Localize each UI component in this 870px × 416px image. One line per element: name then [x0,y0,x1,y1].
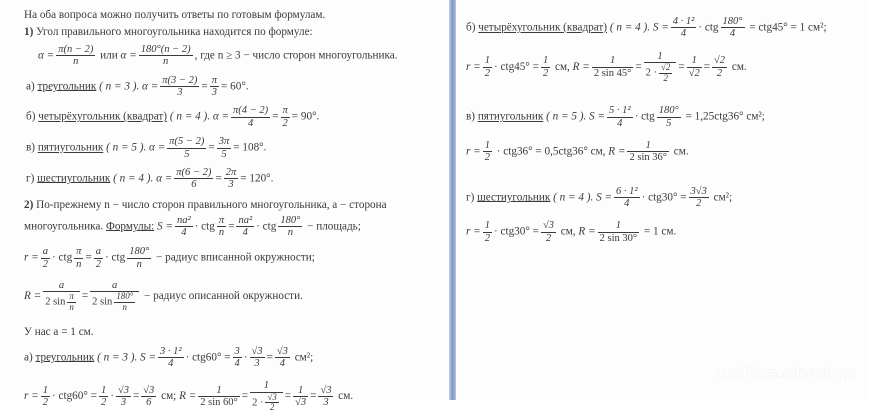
frac-180-n [127,246,151,270]
frac-num: na² [238,214,253,226]
ctg-op-2: · ctg [105,251,126,264]
frac-sqrt3-2 [541,220,556,244]
n-value: ( n = 3 ). [97,351,138,364]
frac-1-2-b [99,385,108,409]
part2-item-b-radii [466,51,862,84]
ctg-op-1: · ctg [51,251,73,264]
ctg-op-1: · ctg [194,220,215,233]
frac-num: 1 [687,55,702,67]
alpha-lhs-2: α = [120,49,137,62]
frac-numerator-expr [160,75,199,99]
equals-3: = [703,60,711,73]
item-marker: г) [26,172,35,185]
given-side-length: У нас a = 1 см. [24,325,94,338]
frac-den: 2 [484,67,490,79]
frac-num: √3 [320,385,332,397]
sin-prefix: 2 sin [92,297,113,309]
R-lhs: R = [578,226,596,238]
frac-num: 1 [293,385,308,397]
polygon-name: треугольник [35,351,95,364]
frac-num: 180° [280,214,301,226]
frac-num: √3 [276,345,288,357]
frac-num: na² [176,214,191,226]
frac-den: 2 [95,258,102,270]
area-label: − площадь; [307,220,361,233]
part1-marker: 1) [24,26,34,38]
frac-den: n [122,302,127,312]
frac-den: 2 sin 30° [599,232,638,244]
polygon-name: четырёхугольник (квадрат) [478,21,608,34]
frac-a-over-2sin-180-n [90,280,139,313]
frac-num: 1 [100,385,107,397]
frac-num: 1 [42,385,48,397]
ctg60-op: · ctg60° = [185,351,231,364]
angle-item-a [24,75,439,99]
angle-item-b [24,105,439,129]
frac-num: 1 [592,55,634,67]
angle-item-v [24,136,439,160]
r-lhs: r = [466,145,481,158]
frac-num: 1 [198,385,240,397]
inner-frac-sqrt3-2 [265,393,278,413]
frac-den: 4 [680,28,687,40]
multiply: · [110,390,114,403]
ctg36-result: · ctg36° = 0,5ctg36° см, [496,145,606,158]
frac-num: √2 [714,55,726,67]
frac-num: π(6 − 2) [176,166,212,178]
S-lhs: S = [140,351,156,364]
ctg45-op: · ctg45° = [493,60,539,73]
frac-1-over-2-times-sqrt3-2 [250,380,283,413]
inradius-label: − радиус вписанной окружности; [156,251,315,264]
frac-den: 5 [666,117,672,129]
equals-1: = [241,390,249,403]
frac-num: 1 [250,380,283,392]
frac-num: 5 · 1² [609,105,631,117]
frac-num: π(4 − 2) [233,105,269,117]
polygon-name: четырёхугольник (квадрат) [38,110,168,123]
frac-den: 4 [242,226,248,238]
frac-den: √3 [295,397,307,409]
frac-result [281,105,290,129]
frac-den: 3 [228,179,234,191]
sin-prefix: 2 sin [45,297,66,309]
item-marker: в) [26,141,36,154]
ctg-op: · ctg [698,21,719,34]
alpha-lhs: α = [142,80,159,93]
frac-1-2-b [541,55,550,79]
frac-den: 3 [211,87,217,99]
frac-den: n [136,258,142,270]
part2-item-g-area [466,186,862,210]
frac-den: 2 sin 60° [200,397,238,409]
frac-den: n [76,258,82,270]
alpha-lhs: α = [212,110,230,123]
frac-num: 1 [644,51,677,63]
n-value: ( n = 4 ). [169,110,211,123]
frac-num: a [42,246,48,258]
frac-num: 4 · 1² [672,16,695,27]
S-lhs: S = [652,21,669,34]
R-unit: см. [338,390,354,403]
frac-num: 3 [234,345,240,357]
right-column [456,0,870,247]
equals-3: = [310,390,317,403]
frac-den: n [287,226,293,238]
frac-den: 4 [624,198,630,210]
frac-den: n [163,56,169,68]
frac-1-2sin30 [598,220,640,244]
frac-1-over-2-times-sqrt2-2 [644,51,677,84]
part2-heading-line1 [24,198,439,212]
frac-den: 2 [282,117,288,129]
frac-result [224,167,239,191]
frac-num: a [95,246,102,258]
equals-1: = [201,80,208,93]
frac-num: π [282,105,288,117]
frac-den: 2 [663,72,668,83]
S-lhs: S = [596,191,613,204]
part2-circumradius-formula [24,280,439,313]
frac-1-2sin45 [592,55,634,79]
frac-den: 3 [254,357,260,369]
polygon-name: треугольник [37,80,97,93]
frac-num: √3 [251,345,263,357]
frac-num: 3 · 1² [160,345,182,357]
ctg30-op: · ctg30° = [493,226,539,238]
frac-den [644,63,677,83]
frac-den: 2 [42,258,48,270]
frac-den: 4 [617,117,623,129]
equals: = [81,290,89,303]
frac-den: 2 [42,397,48,409]
frac-den: 4 [181,226,187,238]
frac-3-4 [233,346,242,370]
part2-item-a-area [24,346,439,370]
R-result: = 1 см. [643,226,677,238]
angle-result: 60°. [230,80,249,93]
equals: = [132,390,140,403]
frac-num: π [69,291,74,302]
part2-marker: 2) [24,198,34,211]
n-value: ( n = 5 ). [546,110,587,123]
alpha-lhs-1: α = [38,49,55,62]
equals-2: = [678,60,685,73]
frac-a-2 [41,246,50,270]
frac-num: π(5 − 2) [169,136,205,148]
frac-num: 3√3 [690,185,707,197]
frac-num: √2 [661,62,671,73]
frac-den: 2 sin 45° [593,67,632,79]
frac-num: 1 [542,55,549,67]
frac-numerator-expr [174,167,213,191]
ctg-op-2: · ctg [256,220,277,233]
R-lhs: R = [608,145,626,158]
frac-a-over-2sin-pi-n [43,280,80,313]
polygon-name: пятиугольник [477,110,544,123]
frac-1-2 [483,140,492,164]
equals: = [228,220,235,233]
part2-inradius-formula [24,246,439,270]
frac-den: 2 [484,152,490,164]
circumradius-label: − радиус описанной окружности. [144,290,303,303]
item-marker: а) [24,351,33,364]
frac-den: n [218,226,225,238]
equals-2: = [233,141,240,154]
item-marker: в) [466,110,476,123]
intro-text: На оба вопроса можно получить ответы по готовым формулам. [24,9,326,21]
frac-den: 6 [146,397,152,409]
frac-num: 1 [484,55,490,67]
ctg30-op: · ctg30° = [641,191,687,204]
frac-den: 6 [191,179,197,191]
part2-item-b-area [466,16,862,40]
alpha-lhs: α = [156,172,173,185]
area-lhs: S = [157,220,173,233]
two-times: 2 · [645,67,658,79]
part2-heading-text: По-прежнему n − число сторон правильного многоугольника, a − сторона [36,198,387,211]
frac-na2-4 [175,215,193,239]
frac-1-sqrt3 [293,385,308,409]
r-unit: см, [560,226,576,238]
frac-5-1sq-4 [607,105,633,129]
frac-num: 180° [722,16,743,27]
frac-den: 4 [279,357,286,369]
frac-num: π [211,74,218,86]
alpha-lhs: α = [149,141,166,154]
area-unit: см²; [713,191,733,204]
part2-heading-cont: многоугольника. [24,220,104,233]
area-unit: см²; [294,351,314,364]
frac-den: 2 [542,67,549,79]
equals-2: = [284,390,292,403]
frac-den: √2 [688,67,700,79]
frac-sqrt3-6 [141,385,156,409]
frac-num: 180° [658,105,679,117]
R-unit: см. [731,60,747,73]
R-lhs: R = [179,390,197,403]
frac-sqrt3-3 [116,385,131,409]
frac-num: √3 [117,385,129,397]
frac-den: n [69,302,74,312]
frac-num: 180° [116,291,134,302]
frac-num: 180°(n − 2) [140,44,191,55]
frac-1-2 [483,220,492,244]
frac-numerator-expr [167,136,206,160]
frac-pi-n [74,246,83,270]
n-value: ( n = 3 ). [99,80,140,93]
frac-den: 4 [168,357,174,369]
frac-sqrt3-4 [275,346,290,370]
frac-3-1sq-4 [158,346,184,370]
ctg-op: · ctg [634,110,655,123]
r-unit: см, [555,60,570,73]
angle-result: 108°. [242,141,267,154]
frac-den: 5 [184,148,190,160]
equals-1: = [272,110,279,123]
frac-den: 5 [221,148,227,160]
frac-den: 2 [545,232,552,244]
frac-num: 2π [225,166,237,178]
frac-180-5 [657,105,681,129]
part2-item-a-radii [24,380,439,413]
frac-den: 3 [323,397,329,409]
frac-den: 2 [484,232,490,244]
part1-heading [24,25,439,39]
frac-den [90,292,139,312]
part1-heading-text: Угол правильного многоугольника находится по формуле: [36,26,313,38]
frac-pi-n [217,215,226,239]
inner-frac-180-n [114,292,135,312]
frac-den: 3 [177,87,183,99]
two-times: 2 · [252,397,264,409]
frac-sqrt3-3-b [318,385,333,409]
frac-result [210,75,219,99]
R-unit: см. [673,145,689,158]
frac-1-2 [483,55,492,79]
frac-na2-4-b [236,215,254,239]
inner-frac-pi-n [67,292,75,312]
frac-1-sqrt2 [687,55,702,79]
frac-den: 4 [729,28,736,40]
conjunction-ili: или [100,49,118,62]
angle-result: 120°. [249,172,274,185]
area-result: = 1,25ctg36° см²; [685,110,765,123]
frac-num: 6 · 1² [616,185,638,197]
equals-1: = [208,141,215,154]
frac-num: 1 [598,220,640,232]
frac-result [217,136,232,160]
frac-num: 1 [627,140,669,152]
frac-den: 2 [269,402,275,413]
frac-num: √3 [542,220,554,232]
n-value: ( n = 4 ). [553,191,594,204]
inner-frac-sqrt2-2 [659,63,672,83]
equals: = [85,251,92,264]
polygon-name: пятиугольник [37,141,104,154]
frac-num: 1 [484,220,490,232]
r-lhs: r = [24,251,39,264]
frac-den: 2 [716,67,723,79]
ctg60-op: · ctg60° = [51,390,97,403]
angle-result: 90°. [300,110,320,123]
frac-num: π(n − 2) [58,44,94,55]
n-value: ( n = 5 ). [106,141,147,154]
frac-den: 2 sin 36° [629,152,667,164]
part2-item-v-area [466,105,862,129]
frac-3sqrt3-2 [689,186,709,210]
frac-4-1sq-4 [671,16,697,40]
frac-den: 2 [696,198,702,210]
n-value: ( n = 4 ). [609,21,651,34]
item-marker: а) [26,80,35,93]
frac-180-n [278,215,302,239]
frac-den: 3 [120,397,127,409]
frac-num: √3 [267,391,277,402]
frac-den: 4 [234,357,240,369]
frac-den: 2 [100,397,107,409]
frac-numerator-expr [231,105,270,129]
n-value: ( n = 4 ). [113,172,154,185]
equals-1: = [215,172,222,185]
frac-num: 180° [129,246,150,258]
frac-sqrt2-2 [712,55,727,79]
item-marker: б) [26,110,36,123]
frac-num: √3 [143,385,155,397]
item-marker: г) [466,191,475,204]
site-watermark: online-otvet.ru [718,364,856,385]
multiply: · [243,351,248,364]
frac-den: n [73,56,79,68]
equals-2: = [221,80,228,93]
frac-180-4 [721,16,745,40]
r-unit: см; [161,390,177,403]
frac-num: π [76,246,82,258]
r-lhs: r = [466,60,481,73]
column-divider [449,0,456,400]
equals-1: = [635,60,642,73]
frac-num: π(3 − 2) [162,74,198,86]
frac-1-2sin60 [198,385,240,409]
r-lhs: r = [24,390,39,403]
equals: = [266,351,273,364]
angle-item-g [24,167,439,191]
formulas-label: Формулы: [105,220,155,233]
part2-item-v-radii [466,140,862,164]
part2-item-g-radii [466,220,862,244]
S-lhs: S = [589,110,605,123]
R-lhs: R = [572,60,590,73]
frac-num: π [218,214,225,226]
polygon-name: шестиугольник [477,191,551,204]
r-lhs: r = [466,226,481,238]
frac-sqrt3-3 [250,346,265,370]
frac-1-2 [41,385,50,409]
frac-1-2sin36 [627,140,669,164]
part2-area-formula [24,215,439,239]
equals-2: = [240,172,247,185]
frac-num: a [90,280,139,292]
R-lhs: R = [24,290,42,303]
frac-num: a [43,280,80,292]
item-marker: б) [466,21,476,34]
area-result: = ctg45° = 1 см²; [749,21,827,34]
frac-6-1sq-4 [614,186,640,210]
frac-den [250,393,283,413]
frac-a-2-b [94,246,103,270]
polygon-name: шестиугольник [37,172,111,185]
frac-pi-n-minus-2 [56,44,95,68]
equals-2: = [291,110,299,123]
frac-num: 3π [218,136,230,148]
frac-den [43,292,80,312]
frac-180-n-minus-2 [139,44,193,68]
angle-general-formula [24,44,439,68]
frac-den: 4 [247,117,254,129]
angle-formula-condition: , где n ≥ 3 − число сторон многоугольника. [194,49,398,62]
frac-num: 1 [484,140,490,152]
